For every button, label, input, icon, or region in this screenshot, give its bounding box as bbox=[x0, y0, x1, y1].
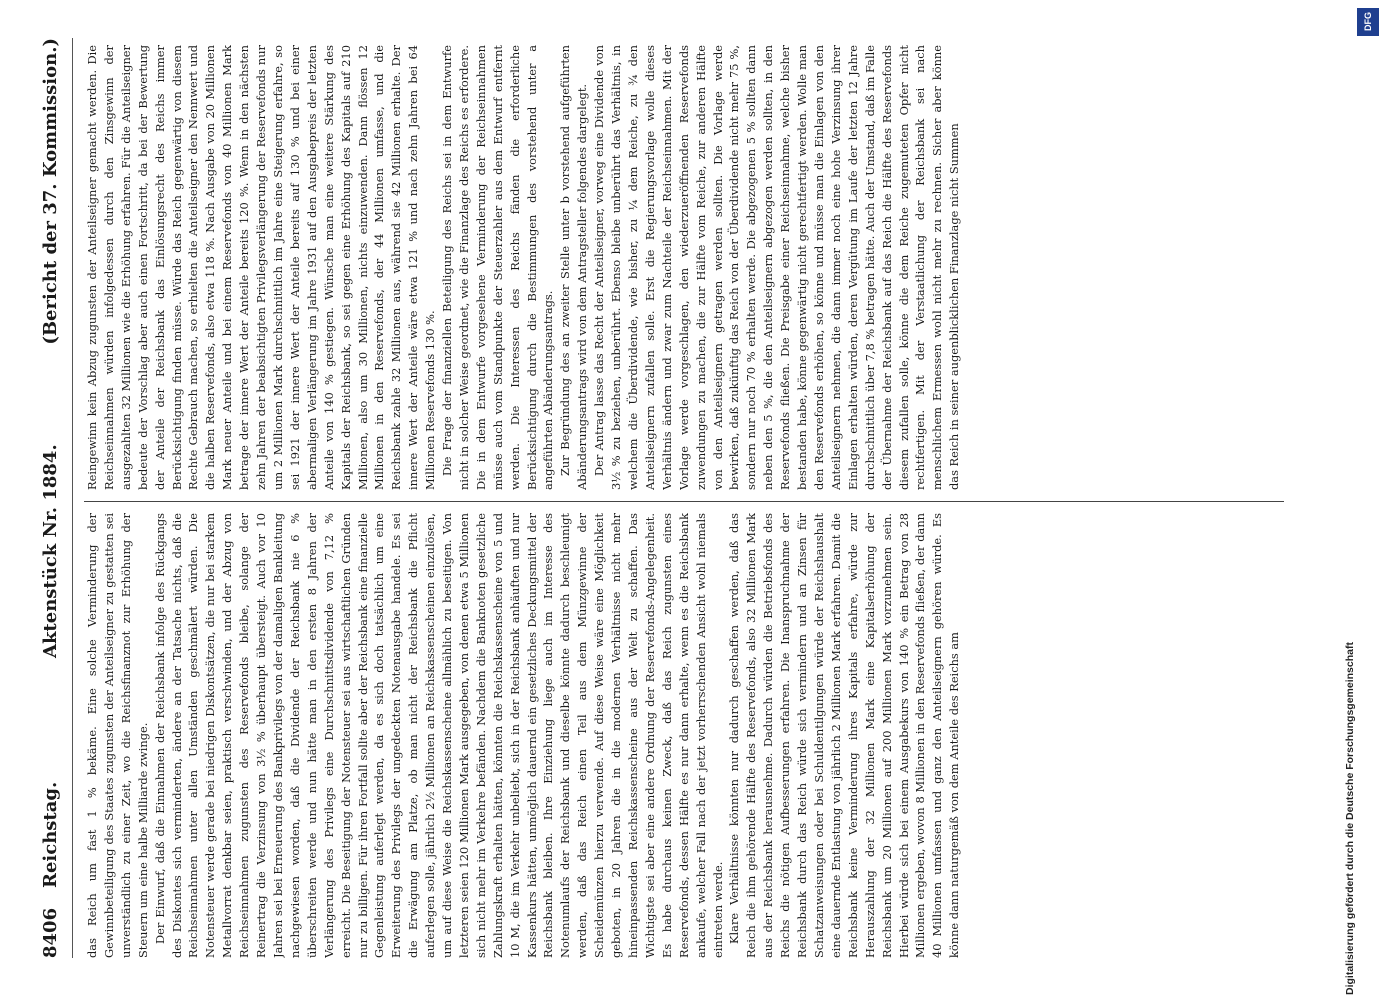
rotated-document-page bbox=[40, 38, 1290, 958]
header-document-number: Aktenstück Nr. 1884. bbox=[40, 444, 61, 658]
paragraph: Reingewinn kein Abzug zugunsten der Anteilseigner gemacht werden. Die Reichseinnahmen würden infolgedessen durch den Zinsgewinn der ausgezahlten 32 Millionen wie die Erhöhung erfahren. Für die Anteilseigner bedeute der Vorschlag aber auch einen Fortschritt, da bei der Bewertung der Anteile der Reichsbank das Einlösungsrecht des Reichs immer Berücksichtigung finden müsse. Würde das Reich gegenwärtig von diesem Rechte Gebrauch machen, so erhielten die Anteilseigner den Nennwert und die halben Reservefonds, also etwa 118 %. Nach Ausgabe von 20 Millionen Mark neuer Anteile und bei einem Reservefonds von 40 Millionen Mark betrage der innere Wert der Anteile bereits 120 %. Wenn in den nächsten zehn Jahren der beabsichtigten Privilegsverlängerung der Reservefonds nur um 2 Millionen Mark durchschnittlich im Jahre eine Steigerung erfahre, so sei 1921 der innere Wert der Anteile bereits auf 130 % und bei einer abermaligen Verlängerung im Jahre 1931 auf den Ausgabepreis der letzten Anteile von 140 % gestiegen. Wünsche man eine weitere Stärkung des Kapitals der Reichsbank, so sei gegen eine Erhöhung des Kapitals auf 210 Millionen, also um 30 Millionen, nichts einzuwenden. Dann flössen 12 Millionen in den Reservefonds, der 44 Millionen umfasse, und die Reichsbank zahle 32 Millionen aus, während sie 42 Millionen erhalte. Der innere Wert der Anteile wäre etwa 121 % und nach zehn Jahren bei 64 Millionen Reservefonds 130 %. bbox=[85, 45, 438, 490]
paragraph: Zur Begründung des an zweiter Stelle unter b vorstehend aufgeführten Abänderungsantrags wird von dem Antragsteller folgendes dargelegt. bbox=[558, 45, 590, 490]
page-number: 8406 bbox=[40, 907, 61, 958]
paragraph: Klare Verhältnisse könnten nur dadurch geschaffen werden, daß das Reich die ihm gehörende Hälfte des Reservefonds, also 32 Millionen Mark aus der Reichsbank herausnehme. Dadurch würden die Betriebsfonds des Reichs die nötigen Aufbesserungen erfahren. Die Inanspruchnahme der Reichsbank durch das Reich würde sich vermindern und an Zinsen für Schatzanweisungen oder bei Schuldentilgungen würde der Reichshaushalt eine dauernde Entlastung von jährlich 2 Millionen Mark erfahren. Damit die Reichsbank keine Verminderung ihres Kapitals erfahre, würde zur Herauszahlung der 32 Millionen Mark eine Kapitalserhöhung der Reichsbank um 20 Millionen auf 200 Millionen Mark vorzunehmen sein. Hierbei würde sich bei einem Ausgabekurs von 140 % ein Betrag von 28 Millionen ergeben, wovon 8 Millionen in den Reservefonds fließen, der dann 40 Millionen umfassen und ganz den Anteilseignern gehören würde. Es könne dann naturgemäß von dem Anteile des Reichs am bbox=[727, 513, 962, 958]
right-text-column bbox=[84, 45, 1284, 490]
paragraph: Der Antrag lasse das Recht der Anteilseigner, vorweg eine Dividende von 3½ % zu beziehen, unberührt. Ebenso bleibe unberührt das Verhältnis, in welchem die Überdividende, wie bisher, zu ¼ dem Reiche, zu ¾ den Anteilseignern zufallen solle. Erst die Regierungsvorlage wolle dieses Verhältnis ändern und zwar zum Nachteile der Reichseinnahmen. Mit der Vorlage werde vorgeschlagen, den wiederzueröffnenden Reservefonds zuwendungen zu machen, die zur Hälfte vom Reiche, zur anderen Hälfte von den Anteilseignern getragen werden sollten. Die Vorlage werde bewirken, daß zukünftig das Reich von der Überdividende nicht mehr 75 %, sondern nur noch 70 % erhalten werde. Die abgezogenen 5 % sollten dann neben den 5 %, die den Anteilseignern abgezogen werden sollten, in den Reservefonds fließen. Die Preisgabe einer Reichseinnahme, welche bisher bestanden habe, könne gegenwärtig nicht gerechtfertigt werden. Wolle man den Reservefonds erhöhen, so könne und müsse man die Einlagen von den Anteilseignern nehmen, die dann immer noch eine hohe Verzinsung ihrer Einlagen erhalten würden, deren Vergütung im Laufe der letzten 12 Jahre durchschnittlich über 7,8 % betragen hätte. Auch der Umstand, daß im Falle der Übernahme der Reichsbank auf das Reich die Hälfte des Reservefonds diesem zufallen solle, könne die dem Reiche zugemuteten Opfer nicht rechtfertigen. Mit der Verstaatlichung der Reichsbank sei nach menschlichem Ermessen wohl nicht mehr zu rechnen. Sicher aber könne das Reich in seiner augenblicklichen Finanzlage nicht Summen bbox=[592, 45, 962, 490]
dfg-logo bbox=[1357, 8, 1379, 36]
paragraph: Die Frage der finanziellen Beteiligung des Reichs sei in dem Entwurfe nicht in solcher Weise geordnet, wie die Finanzlage des Reichs es erfordere. Die in dem Entwurfe vorgesehene Verminderung der Reichseinnahmen müsse auch vom Standpunkte der Steuerzahler aus dem Entwurf entfernt werden. Die Interessen des Reichs fänden die erforderliche Berücksichtigung durch die Bestimmungen des vorstehend unter a angeführten Abänderungsantrags. bbox=[440, 45, 556, 490]
column-divider bbox=[84, 501, 1284, 502]
paragraph: das Reich um fast 1 % bekäme. Eine solche Verminderung der Gewinnbeteiligung des Staates zugunsten der Anteilseigner zu gestatten sei unverständlich zu einer Zeit, wo die Reichsfinanznot zur Erhöhung der Steuern um eine halbe Milliarde zwinge. bbox=[85, 513, 150, 958]
left-text-column bbox=[84, 513, 1284, 958]
header-rule bbox=[72, 38, 73, 958]
digitization-note: Digitalisierung gefördert durch die Deutsche Forschungsgemeinschaft bbox=[1344, 642, 1356, 995]
page-header bbox=[40, 38, 74, 958]
header-report-title: (Bericht der 37. Kommission.) bbox=[40, 38, 61, 345]
header-left-title: Reichstag. bbox=[40, 781, 61, 888]
dfg-logo-text: DFG bbox=[1363, 12, 1373, 32]
paragraph: Der Einwurf, daß die Einnahmen der Reichsbank infolge des Rückgangs des Diskontes sich verminderten, ändere an der Tatsache nichts, daß die Reichseinnahmen unter allen Umständen geschmälert würden. Die Notensteuer werde gerade bei niedrigen Diskontsätzen, die nur bei starkem Metallvorrat denkbar seien, praktisch verschwinden, und der Abzug von Reichseinnahmen zugunsten des Reservefonds bleibe, solange der Reinertrag die Verzinsung von 3½ % überhaupt übersteigt. Auch vor 10 Jahren sei bei Erneuerung des Bankprivilegs von der damaligen Bankleitung nachgewiesen worden, daß die Dividende der Reichsbank nie 6 % überschreiten werde und nun hätte man in den ersten 8 Jahren der Verlängerung des Privilegs eine Durchschnittsdividende von 7,12 % erreicht. Die Beseitigung der Notensteuer sei aus wirtschaftlichen Gründen nur zu billigen. Für ihren Fortfall sollte aber der Reichsbank eine finanzielle Gegenleistung auferlegt werden, da es sich doch tatsächlich um eine Erweiterung des Privilegs der ungedeckten Notenausgabe handele. Es sei die Erwägung am Platze, ob man nicht der Reichsbank die Pflicht auferlegen solle, jährlich 2½ Millionen an Reichskassenscheinen einzulösen, um auf diese Weise die Reichskassenscheine allmählich zu beseitigen. Von letzteren seien 120 Millionen Mark ausgegeben, von denen etwa 5 Millionen sich nicht mehr im Verkehre befänden. Nachdem die Banknoten gesetzliche Zahlungskraft erhalten hätten, könnten die Reichskassenscheine von 5 und 10 M, die im Verkehr unbeliebt, sich in der Reichsbank anhäuften und nur Kassenkurs hätten, unmöglich dauernd ein gesetzliches Deckungsmittel der Reichsbank bleiben. Ihre Einziehung liege auch im Interesse des Notenumlaufs der Reichsbank und dieselbe könnte dadurch beschleunigt werden, daß das Reich einen Teil aus dem Münzgewinne der Scheidemünzen hierzu verwende. Auf diese Weise wäre eine Möglichkeit geboten, in 20 Jahren die in die modernen Verhältnisse nicht mehr hineinpassenden Reichskassenscheine aus der Welt zu schaffen. Das Wichtigste sei aber eine andere Ordnung der Reservefonds-Angelegenheit. Es habe durchaus keinen Zweck, daß das Reich zugunsten eines Reservefonds, dessen Hälfte es nur dann erhalte, wenn es die Reichsbank ankaufe, welcher Fall nach der jetzt vorherrschenden Ansicht wohl niemals eintreten werde. bbox=[152, 513, 725, 958]
